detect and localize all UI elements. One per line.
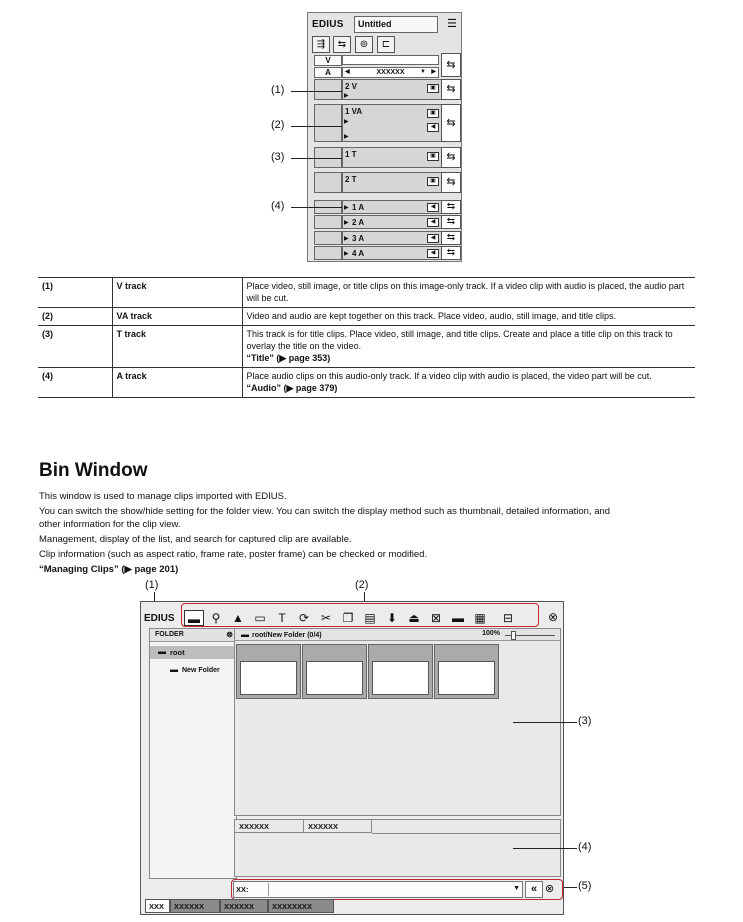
callout-line [291, 158, 342, 159]
tab-1[interactable]: XXX [145, 899, 170, 913]
track-header-1t[interactable]: 1 T ▣ [342, 147, 443, 168]
search-highlight [231, 879, 563, 900]
sync-switch-icon[interactable]: ⇆ [441, 53, 461, 77]
patch-switch-icon[interactable]: ⇆ [441, 231, 461, 245]
expand-arrow-icon[interactable]: ▶ [344, 205, 349, 211]
managing-clips-link[interactable]: “Managing Clips” (▶ page 201) [39, 564, 179, 575]
audio-page-link[interactable]: “Audio” (▶ page 379) [246, 383, 338, 393]
table-row: (2) VA track Video and audio are kept together on this track. Place video, audio, still image, and title clips. [38, 308, 695, 326]
patch-switch-icon[interactable]: ⇆ [441, 79, 461, 100]
paragraph: other information for the clip view. [39, 519, 181, 530]
add-title-icon[interactable]: T [278, 611, 286, 625]
callout-line [564, 887, 577, 888]
open-folder-icon[interactable]: ▭ [254, 611, 266, 625]
audio-mute-icon[interactable]: ◀ [427, 203, 439, 212]
callout-line [513, 722, 577, 723]
cut-icon[interactable]: ✂ [320, 611, 332, 625]
zoom-slider-handle[interactable] [511, 631, 516, 640]
next-arrow-icon[interactable]: ▶ [431, 69, 436, 75]
link-icon[interactable]: ⊏ [377, 36, 395, 53]
expand-arrow-icon[interactable]: ▶ [344, 236, 349, 242]
expand-arrow-icon[interactable]: ▶ [344, 93, 349, 99]
title-page-link[interactable]: “Title” (▶ page 353) [246, 353, 331, 363]
folder-icon: ▬ [158, 647, 166, 656]
dropdown-arrow-icon[interactable]: ▼ [420, 69, 426, 75]
section-heading: Bin Window [39, 460, 148, 481]
folder-root[interactable]: ▬ root [150, 646, 236, 659]
add-to-timeline-icon[interactable]: ⬇ [386, 611, 398, 625]
patch-switch-icon[interactable]: ⇆ [441, 172, 461, 193]
dropdown-arrow-icon[interactable]: ▼ [513, 885, 520, 892]
folder-path: ▬ root/New Folder (0/4) [235, 629, 560, 641]
audio-mute-icon[interactable]: ◀ [427, 123, 439, 132]
close-icon[interactable]: ⊗ [545, 883, 555, 895]
folder-header: FOLDER ⊗ [150, 629, 236, 642]
bin-window [140, 601, 564, 915]
folder-icon: ▬ [241, 630, 249, 639]
audio-mute-icon[interactable]: ◀ [427, 218, 439, 227]
close-icon[interactable]: ⊗ [226, 630, 233, 639]
track-header-2v[interactable]: 2 V ▶ ▣ [342, 79, 443, 100]
track-header-4a[interactable]: 4 A ▶ ◀ [342, 246, 443, 260]
callout-line [291, 207, 342, 208]
callout-1: (1) [145, 579, 159, 591]
expand-arrow-icon[interactable]: ▶ [344, 251, 349, 257]
folder-icon: ▬ [170, 665, 178, 674]
callout-line [291, 126, 342, 127]
callout-line [513, 848, 577, 849]
folder-view [149, 628, 237, 879]
toolbox-icon[interactable]: ⊟ [502, 611, 514, 625]
edius-logo: EDIUS [312, 19, 344, 30]
callout-line [291, 91, 342, 92]
audio-mute-icon[interactable]: ◀ [427, 249, 439, 258]
patch-switch-icon[interactable]: ⇆ [441, 200, 461, 214]
copy-icon[interactable]: ❐ [342, 611, 354, 625]
track-header-2t[interactable]: 2 T ▣ [342, 172, 443, 193]
callout-5: (5) [578, 880, 592, 892]
audio-mute-icon[interactable]: ◀ [427, 234, 439, 243]
video-mute-icon[interactable]: ▣ [427, 109, 439, 118]
up-folder-icon[interactable]: ▲ [232, 611, 244, 625]
callout-3: (3) [271, 151, 285, 163]
column-header[interactable]: XXXXXX [235, 820, 304, 833]
patch-switch-icon[interactable]: ⇆ [441, 147, 461, 168]
callout-2: (2) [271, 119, 285, 131]
channel-v-label[interactable]: V [314, 55, 342, 66]
tab-4[interactable]: XXXXXXXX [268, 899, 334, 913]
search-label: XX: [236, 885, 249, 894]
paragraph: Management, display of the list, and search for captured clip are available. [39, 534, 352, 545]
view-mode-icon[interactable]: ▦ [474, 611, 486, 625]
table-row: (4) A track Place audio clips on this audio-only track. If a video clip with audio is placed, the video part will be cut. “Audio” (▶ page 379) [38, 368, 695, 398]
track-table [38, 277, 695, 398]
callout-4: (4) [578, 841, 592, 853]
clip-info-view [234, 819, 561, 877]
delete-icon[interactable]: ⊠ [430, 611, 442, 625]
close-icon[interactable]: ⊗ [547, 610, 559, 624]
edius-logo: EDIUS [144, 613, 175, 624]
column-header[interactable]: XXXXXX [304, 820, 372, 833]
track-header-1va[interactable]: 1 VA ▶ ▶ ▣ ◀ [342, 104, 443, 142]
table-row: (1) V track Place video, still image, or title clips on this image-only track. If a video clip with audio is placed, the audio part will be cut. [38, 278, 695, 308]
video-mute-icon[interactable]: ▣ [427, 177, 439, 186]
channel-select[interactable]: ◀ XXXXXX ▼ ▶ [342, 67, 439, 78]
video-mute-icon[interactable]: ▣ [427, 152, 439, 161]
expand-arrow-icon[interactable]: ▶ [344, 220, 349, 226]
expand-arrow-icon[interactable]: ▶ [344, 119, 349, 125]
capture-icon[interactable]: ⟳ [298, 611, 310, 625]
channel-a-label[interactable]: A [314, 67, 342, 78]
folder-new-folder[interactable]: ▬ New Folder [170, 665, 220, 674]
channel-bar [342, 55, 439, 65]
track-settings-icon[interactable]: ⇆ [333, 36, 351, 53]
panel-menu-icon[interactable]: ☰ [447, 18, 457, 30]
patch-switch-icon[interactable]: ⇆ [441, 104, 461, 142]
clip-thumbnail[interactable] [302, 644, 367, 699]
patch-switch-icon[interactable]: ⇆ [441, 215, 461, 229]
toolbar-highlight [181, 603, 539, 627]
zoom-level: 100% [482, 630, 500, 637]
video-mute-icon[interactable]: ▣ [427, 84, 439, 93]
callout-4: (4) [271, 200, 285, 212]
paragraph: Clip information (such as aspect ratio, frame rate, poster frame) can be checked or modified. [39, 549, 428, 560]
patch-switch-icon[interactable]: ⇆ [441, 246, 461, 260]
clip-view [234, 628, 561, 816]
search-icon[interactable]: ⚲ [211, 611, 221, 625]
clip-thumbnail[interactable] [434, 644, 499, 699]
expand-arrow-icon[interactable]: ▶ [344, 134, 349, 140]
sync-lock-icon[interactable]: ⊚ [355, 36, 373, 53]
add-track-icon[interactable]: ⇶ [312, 36, 330, 53]
track-header-1a[interactable]: 1 A ▶ ◀ [342, 200, 443, 214]
project-title-field[interactable]: Untitled [354, 16, 438, 33]
tab-2[interactable]: XXXXXX [170, 899, 220, 913]
callout-2: (2) [355, 579, 369, 591]
track-panel [307, 12, 462, 262]
paste-icon[interactable]: ▤ [364, 611, 376, 625]
collapse-icon[interactable]: « [525, 881, 543, 898]
table-row: (3) T track This track is for title clips. Place video, still image, and title clips. Create and place a title clip on this track to overlay the title on the video. “Title” (▶ page 353) [38, 326, 695, 368]
prev-arrow-icon[interactable]: ◀ [345, 69, 350, 75]
callout-1: (1) [271, 84, 285, 96]
paragraph: This window is used to manage clips imported with EDIUS. [39, 491, 287, 502]
tab-3[interactable]: XXXXXX [220, 899, 268, 913]
folder-view-icon[interactable]: ▬ [184, 610, 204, 626]
properties-icon[interactable]: ▬ [452, 611, 464, 625]
clip-thumbnail[interactable] [368, 644, 433, 699]
track-header-3a[interactable]: 3 A ▶ ◀ [342, 231, 443, 245]
player-icon[interactable]: ⏏ [408, 611, 420, 625]
paragraph: You can switch the show/hide setting for the folder view. You can switch the display method such as thumbnail, detailed information, and [39, 506, 611, 517]
clip-thumbnail[interactable] [236, 644, 301, 699]
callout-3: (3) [578, 715, 592, 727]
track-header-2a[interactable]: 2 A ▶ ◀ [342, 215, 443, 229]
